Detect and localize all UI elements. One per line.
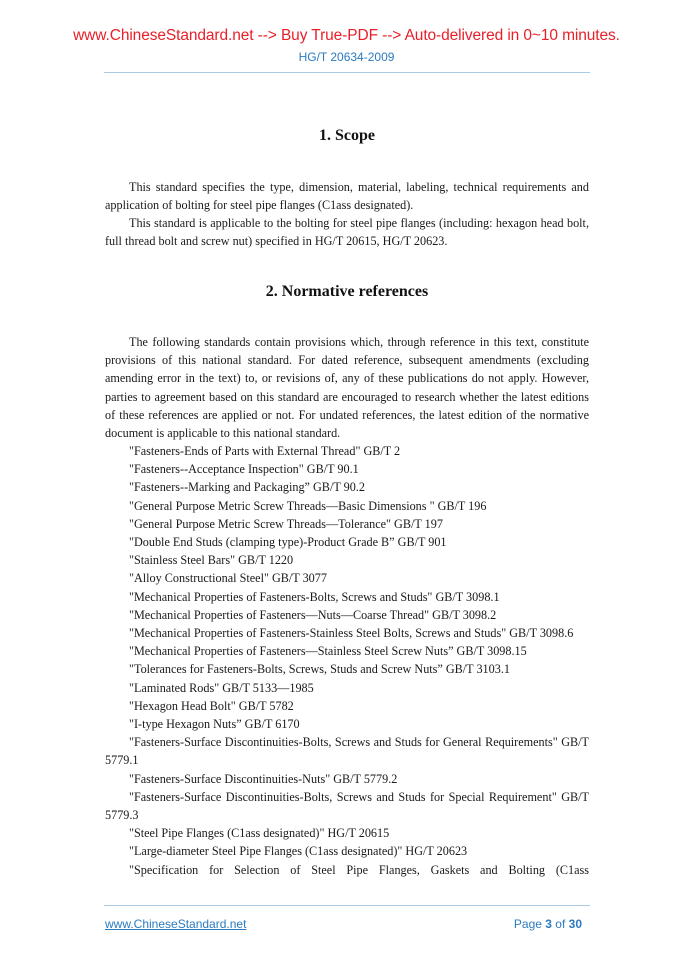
reference-item: "Tolerances for Fasteners-Bolts, Screws, Studs and Screw Nuts” GB/T 3103.1 (129, 662, 510, 677)
reference-item: "Mechanical Properties of Fasteners-Stainless Steel Bolts, Screws and Studs" GB/T 3098.6 (129, 626, 574, 641)
reference-item: "I-type Hexagon Nuts” GB/T 6170 (129, 717, 300, 732)
scope-paragraph-2: This standard is applicable to the bolting for steel pipe flanges (including: hexagon head bolt, full thread bolt and screw nut) specified in HG/T 20615, HG/T 20623. (105, 216, 589, 249)
section-title-normative-references: 2. Normative references (265, 283, 429, 300)
header-divider (104, 72, 590, 73)
reference-item: "Large-diameter Steel Pipe Flanges (C1ass designated)" HG/T 20623 (129, 844, 468, 859)
reference-item: "Fasteners-Surface Discontinuities-Bolts, Screws and Studs for General Requirements" GB/T 5779.1 (105, 735, 589, 768)
reference-item: "Fasteners-Ends of Parts with External Thread" GB/T 2 (129, 444, 401, 458)
scope-paragraph-1: This standard specifies the type, dimension, material, labeling, technical requirements and application of bolting for steel pipe flanges (C1ass designated). (105, 180, 589, 213)
footer-divider (104, 905, 590, 906)
page-current: 3 (545, 917, 552, 931)
reference-item: "Double End Studs (clamping type)-Product Grade B” GB/T 901 (129, 535, 447, 550)
reference-item: "Mechanical Properties of Fasteners-Bolts, Screws and Studs" GB/T 3098.1 (129, 589, 500, 604)
reference-item: "Laminated Rods" GB/T 5133—1985 (129, 680, 314, 695)
reference-item: "Fasteners-Surface Discontinuities-Bolts, Screws and Studs for Special Requirement" GB/T 5779.3 (105, 789, 589, 823)
reference-item: "Fasteners-Surface Discontinuities-Nuts" GB/T 5779.2 (129, 771, 398, 786)
reference-item: "Mechanical Properties of Fasteners—Stainless Steel Screw Nuts” GB/T 3098.15 (129, 644, 527, 659)
reference-item: "Mechanical Properties of Fasteners—Nuts—Coarse Thread" GB/T 3098.2 (129, 607, 497, 622)
document-code: HG/T 20634-2009 (298, 50, 395, 64)
reference-item: "Stainless Steel Bars" GB/T 1220 (129, 553, 294, 568)
reference-item: "Fasteners--Acceptance Inspection" GB/T 90.1 (129, 462, 359, 477)
reference-item: "General Purpose Metric Screw Threads—Tolerance" GB/T 197 (129, 516, 443, 531)
page-separator: of (551, 917, 569, 931)
page-label: Page (513, 917, 546, 931)
normative-intro-paragraph: The following standards contain provisions which, through reference in this text, constitute provisions of this national standard. For dated reference, subsequent amendments (excluding amending error in the text) to, or revisions of, any of these publications do not apply. However, parties to agreement based on this standard are encouraged to research whether the latest editions of these references are applied or not. For undated references, the latest edition of the normative document is applicable to this national standard. (105, 335, 589, 441)
section-title-scope: 1. Scope (319, 127, 375, 144)
reference-list (105, 442, 589, 879)
reference-item: "Steel Pipe Flanges (C1ass designated)" HG/T 20615 (129, 826, 390, 841)
page-indicator (514, 917, 582, 931)
footer-site-link[interactable]: www.ChineseStandard.net (105, 917, 247, 931)
reference-item: "Specification for Selection of Steel Pipe Flanges, Gaskets and Bolting (C1ass (129, 862, 589, 877)
reference-item: "General Purpose Metric Screw Threads—Basic Dimensions " GB/T 196 (129, 498, 487, 513)
top-banner[interactable]: www.ChineseStandard.net --> Buy True-PDF --> Auto-delivered in 0~10 minutes. (73, 27, 620, 44)
page-total: 30 (568, 917, 582, 931)
reference-item: "Fasteners--Marking and Packaging” GB/T 90.2 (129, 480, 365, 495)
reference-item: "Alloy Constructional Steel" GB/T 3077 (129, 571, 327, 586)
reference-item: "Hexagon Head Bolt" GB/T 5782 (129, 698, 294, 713)
